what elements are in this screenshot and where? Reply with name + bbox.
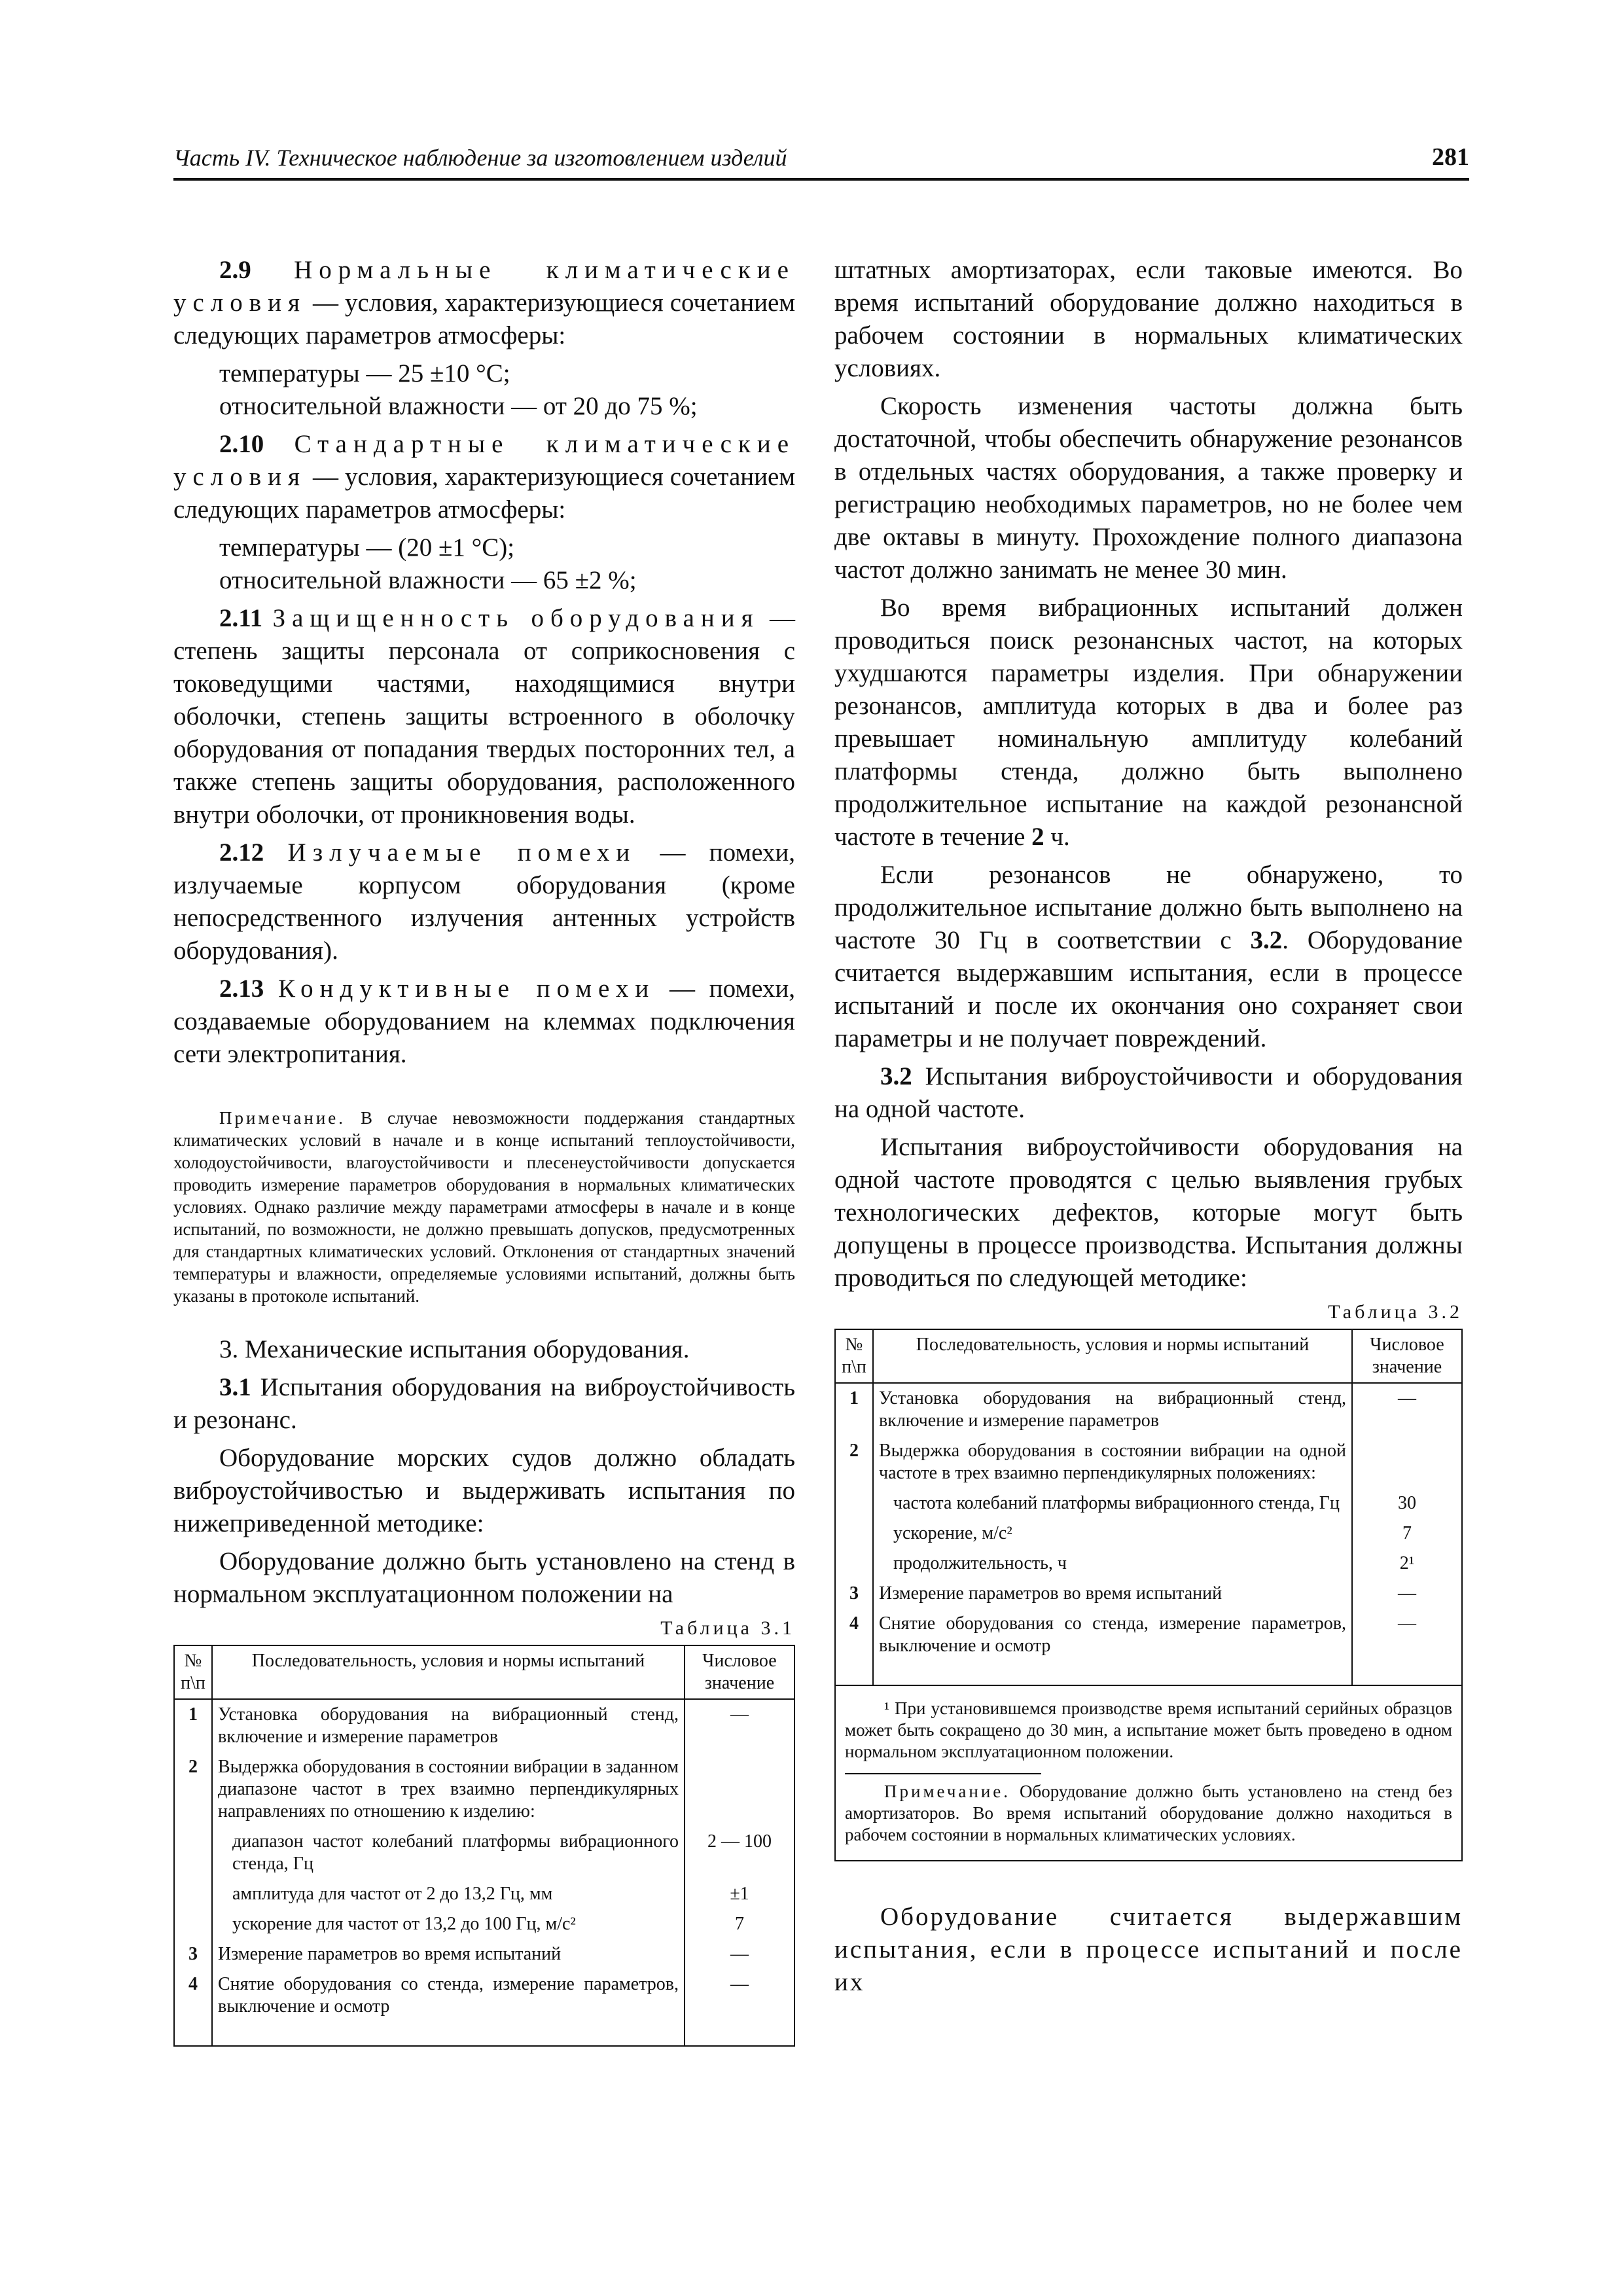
col-number-header: № п\п — [174, 1645, 212, 1699]
table-row: 1 Установка оборудования на вибрационный стенд, включение и измерение параметров — — [835, 1383, 1462, 1436]
left-column — [173, 254, 795, 2047]
section-3-title: 3. Механические испытания оборудования. — [219, 1335, 690, 1363]
paragraph: штатных амортизаторах, если таковые имеются. Во время испытаний оборудование должно находиться в рабочем состоянии в нормальных климатических условиях. — [834, 256, 1463, 382]
table-header-row — [174, 1645, 794, 1699]
term: Излучаемые помехи — [287, 838, 637, 867]
page-header — [173, 139, 1469, 181]
table-3-2 — [834, 1329, 1463, 1686]
table-spacer — [174, 2022, 794, 2046]
paragraph: Испытания виброустойчивости оборудования на одной частоте проводятся с целью выявления грубых технологических дефектов, которые могут быть допущены в процессе производства. Испытания должны проводиться по следующей методике: — [834, 1133, 1463, 1292]
table-subrow: частота колебаний платформы вибрационного стенда, Гц 30 — [835, 1488, 1462, 1518]
paragraph: Оборудование считается выдержавшим испытания, если в процессе испытаний и после их — [834, 1903, 1463, 1996]
table-row: 4 Снятие оборудования со стенда, измерение параметров, выключение и осмотр — — [835, 1609, 1462, 1661]
clause-3-1: 3.1 Испытания оборудования на виброустойчивость и резонанс. — [173, 1373, 795, 1434]
table-row: 3 Измерение параметров во время испытаний — — [174, 1939, 794, 1969]
col-value-header: Числовое значение — [685, 1645, 794, 1699]
table-subrow: диапазон частот колебаний платформы вибрационного стенда, Гц 2 — 100 — [174, 1827, 794, 1879]
table-3-1 — [173, 1645, 795, 2047]
table-row: 4 Снятие оборудования со стенда, измерение параметров, выключение и осмотр — — [174, 1969, 794, 2022]
paragraph: Если резонансов не обнаружено, то продолжительное испытание должно быть выполнено на частоте 30 Гц в соответствии с 3.2. Оборудование считается выдержавшим испытания, если в процессе испытаний и после их окончания оно сохраняет свои параметры и не получает повреждений. — [834, 861, 1463, 1052]
clause-line: температуры — (20 ±1 °С); — [219, 533, 515, 562]
note: Примечание. Оборудование должно быть установлено на стенд без амортизаторов. Во время испытаний оборудование должно находиться в рабочем состоянии в нормальных климатических условиях. — [845, 1782, 1452, 1844]
clause-2-12: 2.12 Излучаемые помехи — помехи, излучаемые корпусом оборудования (кроме непосредственного излучения антенных устройств оборудования). — [173, 838, 796, 965]
table-subrow: амплитуда для частот от 2 до 13,2 Гц, мм ±1 — [174, 1879, 794, 1909]
table-row: 2 Выдержка оборудования в состоянии вибрации в заданном диапазоне частот в трех взаимно перпендикулярных направлениях по отношению к изделию: — [174, 1752, 794, 1827]
paragraph: Во время вибрационных испытаний должен проводиться поиск резонансных частот, на которых ухудшаются параметры изделия. При обнаружении резонансов, амплитуда которых в два и более раз превышает номинальную амплитуду колебаний платформы стенда, должно быть выполнено продолжительное испытание на каждой резонансной частоте в течение 2 ч. — [834, 594, 1463, 851]
term: Кондуктивные помехи — [278, 975, 656, 1003]
running-title: Часть IV. Техническое наблюдение за изготовлением изделий — [173, 145, 787, 171]
clause-line: относительной влажности — от 20 до 75 %; — [219, 392, 698, 420]
paragraph: Оборудование морских судов должно обладать виброустойчивостью и выдерживать испытания по нижеприведенной методике: — [173, 1444, 795, 1537]
page-number: 281 — [1432, 143, 1469, 171]
term: Стандартные климатические условия — [173, 430, 796, 491]
clause-line: температуры — 25 ±10 °С; — [219, 359, 510, 387]
separator — [845, 1773, 1041, 1774]
table-row: 1 Установка оборудования на вибрационный стенд, включение и измерение параметров — — [174, 1699, 794, 1752]
clause-2-11: 2.11 Защищенность оборудования — степень защиты персонала от соприкосновения с токоведущими частями, находящимися внутри оболочки, степень защиты встроенного в оболочку оборудования от попадания твердых посторонних тел, а также степень защиты оборудования, расположенного внутри оболочки, от проникновения воды. — [173, 604, 796, 829]
table-3-2-notes — [834, 1686, 1463, 1861]
clause-line: относительной влажности — 65 ±2 %; — [219, 566, 637, 594]
note-label: Примечание. — [219, 1108, 346, 1128]
clause-2-13: 2.13 Кондуктивные помехи — помехи, создаваемые оборудованием на клеммах подключения сети электропитания. — [173, 975, 795, 1068]
table-3-1-caption: Таблица 3.1 — [660, 1617, 795, 1639]
note: Примечание. В случае невозможности поддержания стандартных климатических условий в начале и в конце испытаний теплоустойчивости, холодоустойчивости, влагоустойчивости и плесенеустойчивости допускается проводить измерение параметров оборудования в нормальных климатических условиях. Однако различие между параметрами атмосферы в начале и в конце испытаний, по возможности, не должно превышать допусков, предусмотренных для стандартных климатических условий. Отклонения от стандартных значений температуры и влажности, определяемые условиями испытаний, должны быть указаны в протоколе испытаний. — [173, 1108, 795, 1306]
note-label: Примечание. — [884, 1782, 1011, 1801]
col-number-header: № п\п — [835, 1329, 873, 1383]
table-row: 3 Измерение параметров во время испытаний — — [835, 1579, 1462, 1609]
term: Нормальные климатические условия — [173, 256, 795, 317]
clause-2-10: 2.10 Стандартные климатические условия — условия, характеризующиеся сочетанием следующих параметров атмосферы: — [173, 430, 796, 524]
paragraph: Оборудование должно быть установлено на стенд в нормальном эксплуатационном положении на — [173, 1547, 795, 1608]
clause-2-9: 2.9 Нормальные климатические условия — условия, характеризующиеся сочетанием следующих параметров атмосферы: — [173, 256, 795, 350]
table-header-row — [835, 1329, 1462, 1383]
table-subrow: продолжительность, ч 2¹ — [835, 1549, 1462, 1579]
table-subrow: ускорение, м/с² 7 — [835, 1518, 1462, 1549]
clause-3-2: 3.2 Испытания виброустойчивости и оборудования на одной частоте. — [834, 1062, 1463, 1123]
table-spacer — [835, 1661, 1462, 1685]
right-column — [834, 254, 1463, 2004]
col-description-header: Последовательность, условия и нормы испытаний — [212, 1645, 685, 1699]
col-value-header: Числовое значение — [1352, 1329, 1462, 1383]
table-3-2-caption: Таблица 3.2 — [1328, 1301, 1463, 1323]
term: Защищенность оборудования — [272, 604, 760, 632]
footnote: ¹ При установившемся производстве время испытаний серийных образцов может быть сокращено до 30 мин, а испытание может быть проведено в одном нормальном эксплуатационном положении. — [845, 1698, 1452, 1761]
paragraph: Скорость изменения частоты должна быть достаточной, чтобы обеспечить обнаружение резонансов в отдельных частях оборудования, а также проверку и регистрацию необходимых параметров, но не более чем две октавы в минуту. Прохождение полного диапазона частот должно занимать не менее 30 мин. — [834, 392, 1463, 584]
col-description-header: Последовательность, условия и нормы испытаний — [873, 1329, 1352, 1383]
table-row: 2 Выдержка оборудования в состоянии вибрации на одной частоте в трех взаимно перпендикулярных положениях: — [835, 1436, 1462, 1488]
table-subrow: ускорение для частот от 13,2 до 100 Гц, м/с² 7 — [174, 1909, 794, 1939]
